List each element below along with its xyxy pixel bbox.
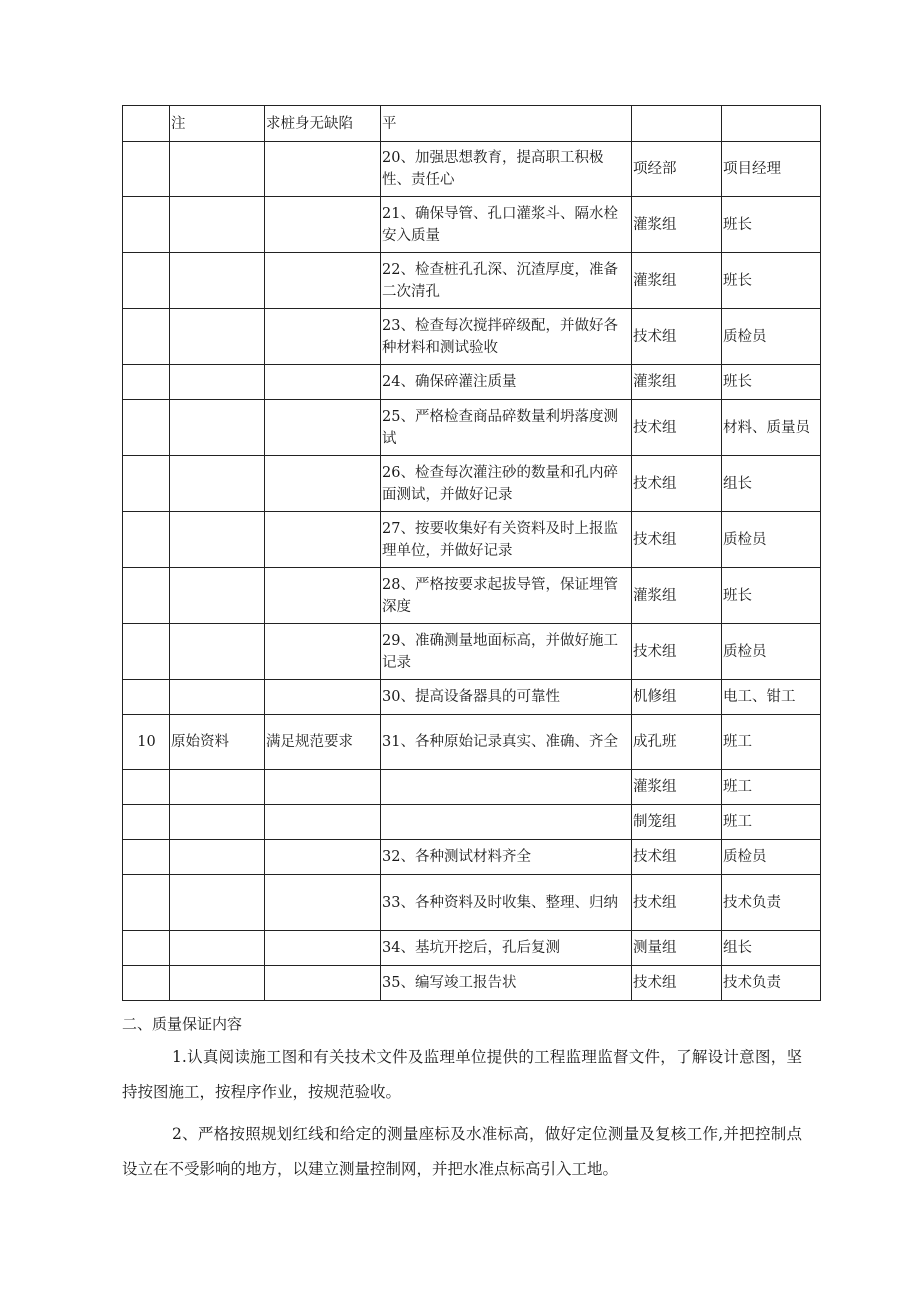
cell-requirement [265, 568, 381, 624]
table-row [123, 875, 821, 931]
cell-no [123, 966, 170, 1001]
table-row [123, 365, 821, 400]
cell-person: 电工、钳工 [722, 680, 821, 715]
cell-dept: 技术组 [632, 840, 722, 875]
cell-requirement [265, 309, 381, 365]
cell-measure: 30、提高设备器具的可靠性 [381, 680, 632, 715]
cell-dept: 灌浆组 [632, 568, 722, 624]
cell-requirement [265, 966, 381, 1001]
cell-measure: 25、严格检查商品碎数量利坍落度测试 [381, 400, 632, 456]
cell-requirement [265, 624, 381, 680]
cell-dept: 制笼组 [632, 805, 722, 840]
cell-measure: 26、检查每次灌注砂的数量和孔内碎面测试，并做好记录 [381, 456, 632, 512]
table-row [123, 840, 821, 875]
cell-requirement [265, 840, 381, 875]
cell-requirement [265, 680, 381, 715]
cell-no [123, 680, 170, 715]
cell-person: 质检员 [722, 309, 821, 365]
cell-person: 班工 [722, 770, 821, 805]
cell-no [123, 400, 170, 456]
cell-dept: 技术组 [632, 624, 722, 680]
cell-item [170, 840, 265, 875]
cell-no [123, 106, 170, 142]
cell-measure: 平 [381, 106, 632, 142]
cell-no [123, 770, 170, 805]
cell-no [123, 253, 170, 309]
cell-no [123, 805, 170, 840]
table-row [123, 624, 821, 680]
table-body [123, 106, 821, 1001]
cell-item [170, 875, 265, 931]
cell-dept: 项经部 [632, 142, 722, 197]
table-row [123, 253, 821, 309]
cell-dept: 技术组 [632, 875, 722, 931]
cell-item [170, 253, 265, 309]
cell-dept: 技术组 [632, 309, 722, 365]
cell-item [170, 624, 265, 680]
cell-person: 班长 [722, 568, 821, 624]
table-row [123, 400, 821, 456]
cell-dept: 测量组 [632, 931, 722, 966]
cell-requirement [265, 805, 381, 840]
cell-dept [632, 106, 722, 142]
cell-person: 质检员 [722, 512, 821, 568]
cell-item: 原始资料 [170, 715, 265, 770]
cell-measure: 27、按要收集好有关资料及时上报监理单位，并做好记录 [381, 512, 632, 568]
cell-requirement [265, 253, 381, 309]
cell-dept: 灌浆组 [632, 197, 722, 253]
cell-measure: 33、各种资料及时收集、整理、归纳 [381, 875, 632, 931]
cell-no [123, 365, 170, 400]
cell-measure: 22、检查桩孔孔深、沉渣厚度，准备二次清孔 [381, 253, 632, 309]
cell-item [170, 680, 265, 715]
cell-dept: 灌浆组 [632, 253, 722, 309]
section-title: 二、质量保证内容 [122, 1015, 243, 1033]
cell-dept: 灌浆组 [632, 365, 722, 400]
cell-dept: 灌浆组 [632, 770, 722, 805]
cell-item [170, 805, 265, 840]
cell-person: 组长 [722, 456, 821, 512]
table-row [123, 568, 821, 624]
table-row [123, 106, 821, 142]
cell-person: 班工 [722, 805, 821, 840]
cell-no [123, 197, 170, 253]
cell-item [170, 966, 265, 1001]
cell-no [123, 142, 170, 197]
cell-dept: 技术组 [632, 400, 722, 456]
cell-measure: 23、检查每次搅拌碎级配，并做好各种材料和测试验收 [381, 309, 632, 365]
cell-no: 10 [123, 715, 170, 770]
cell-item [170, 142, 265, 197]
cell-requirement [265, 456, 381, 512]
cell-measure: 20、加强思想教育，提高职工积极性、责任心 [381, 142, 632, 197]
cell-person: 项目经理 [722, 142, 821, 197]
cell-no [123, 931, 170, 966]
cell-no [123, 512, 170, 568]
cell-measure: 29、准确测量地面标高，并做好施工记录 [381, 624, 632, 680]
cell-no [123, 456, 170, 512]
cell-person: 班长 [722, 365, 821, 400]
cell-person: 质检员 [722, 624, 821, 680]
cell-item [170, 512, 265, 568]
cell-measure [381, 805, 632, 840]
table-row [123, 456, 821, 512]
cell-item [170, 400, 265, 456]
cell-person: 材料、质量员 [722, 400, 821, 456]
cell-requirement: 满足规范要求 [265, 715, 381, 770]
table-row [123, 680, 821, 715]
cell-item [170, 931, 265, 966]
cell-dept: 机修组 [632, 680, 722, 715]
cell-item [170, 456, 265, 512]
cell-measure: 35、编写竣工报告状 [381, 966, 632, 1001]
cell-requirement [265, 512, 381, 568]
cell-measure: 28、严格按要求起拔导管，保证埋管深度 [381, 568, 632, 624]
cell-requirement [265, 142, 381, 197]
cell-requirement [265, 770, 381, 805]
table-row [123, 142, 821, 197]
cell-measure: 24、确保碎灌注质量 [381, 365, 632, 400]
cell-measure [381, 770, 632, 805]
table-row [123, 512, 821, 568]
cell-dept: 成孔班 [632, 715, 722, 770]
cell-no [123, 624, 170, 680]
table-row [123, 805, 821, 840]
cell-measure: 21、确保导管、孔口灌浆斗、隔水栓安入质量 [381, 197, 632, 253]
cell-item [170, 309, 265, 365]
cell-dept: 技术组 [632, 456, 722, 512]
table-row [123, 715, 821, 770]
cell-no [123, 568, 170, 624]
cell-no [123, 875, 170, 931]
cell-person: 组长 [722, 931, 821, 966]
cell-item [170, 365, 265, 400]
table-row [123, 197, 821, 253]
cell-measure: 32、各种测试材料齐全 [381, 840, 632, 875]
cell-measure: 34、基坑开挖后，孔后复测 [381, 931, 632, 966]
cell-requirement [265, 931, 381, 966]
cell-item [170, 197, 265, 253]
cell-person: 班工 [722, 715, 821, 770]
cell-item [170, 770, 265, 805]
cell-item [170, 568, 265, 624]
cell-dept: 技术组 [632, 966, 722, 1001]
quality-control-table [122, 105, 821, 1001]
cell-person: 质检员 [722, 840, 821, 875]
cell-item: 注 [170, 106, 265, 142]
cell-requirement: 求桩身无缺陷 [265, 106, 381, 142]
cell-no [123, 840, 170, 875]
paragraph-2: 2、严格按照规划红线和给定的测量座标及水准标高，做好定位测量及复核工作,并把控制点设立在不受影响的地方，以建立测量控制网，并把水准点标高引入工地。 [122, 1125, 802, 1178]
cell-requirement [265, 365, 381, 400]
table-row [123, 966, 821, 1001]
cell-measure: 31、各种原始记录真实、准确、齐全 [381, 715, 632, 770]
cell-requirement [265, 400, 381, 456]
cell-person: 班长 [722, 253, 821, 309]
cell-person [722, 106, 821, 142]
cell-person: 技术负责 [722, 966, 821, 1001]
cell-requirement [265, 197, 381, 253]
cell-dept: 技术组 [632, 512, 722, 568]
cell-no [123, 309, 170, 365]
cell-person: 班长 [722, 197, 821, 253]
cell-person: 技术负责 [722, 875, 821, 931]
table-row [123, 770, 821, 805]
table-row [123, 931, 821, 966]
table-row [123, 309, 821, 365]
cell-requirement [265, 875, 381, 931]
paragraph-1: 1.认真阅读施工图和有关技术文件及监理单位提供的工程监理监督文件，了解设计意图，坚持按图施工，按程序作业，按规范验收。 [122, 1048, 802, 1101]
